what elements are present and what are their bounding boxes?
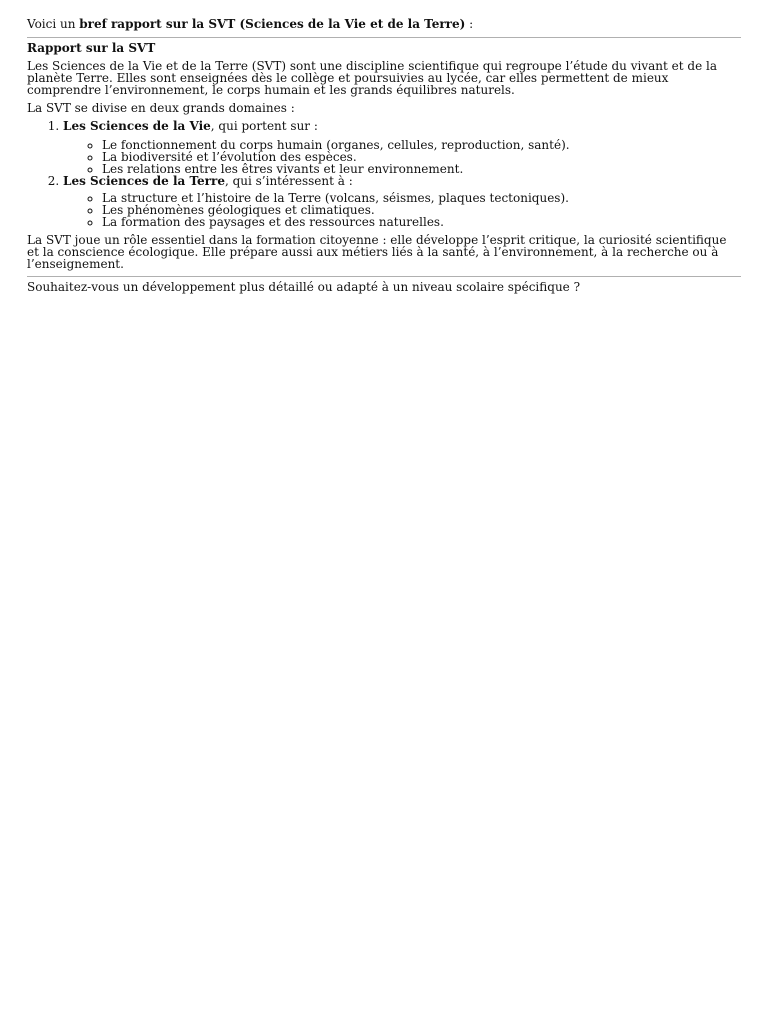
domain-heading xyxy=(63,120,318,132)
top-divider xyxy=(27,37,741,38)
list-item: ◦ La biodiversité et l’évolution des espèces. xyxy=(102,151,741,163)
intro-line xyxy=(27,18,741,30)
closing-paragraph: La SVT joue un rôle essentiel dans la formation citoyenne : elle développe l’esprit critique, la curiosité scientifique et la conscience écologique. Elle prépare aussi aux métiers liés à la santé, à l’environnement, à la recherche ou à l’enseignement. xyxy=(27,233,727,271)
report-title: Rapport sur la SVT xyxy=(27,41,156,55)
domains-list xyxy=(27,120,741,228)
list-item: ◦ Les phénomènes géologiques et climatiques. xyxy=(102,204,741,216)
domain-title: Les Sciences de la Vie xyxy=(63,119,211,133)
list-item: ◦ La structure et l’histoire de la Terre (volcans, séismes, plaques tectoniques). xyxy=(102,192,741,204)
domains-lead: La SVT se divise en deux grands domaines : xyxy=(27,101,295,115)
domain-rest: , qui s’intéressent à : xyxy=(224,174,353,188)
domain-item xyxy=(63,120,741,175)
domain-heading xyxy=(63,174,353,188)
intro-prefix: Voici un xyxy=(27,17,80,31)
bottom-divider xyxy=(27,276,741,277)
domain-sublist xyxy=(63,192,741,228)
domain-item xyxy=(63,175,741,228)
list-item: ◦ Les relations entre les êtres vivants et leur environnement. xyxy=(102,163,741,175)
domain-sublist xyxy=(63,139,741,175)
intro-suffix: : xyxy=(465,17,474,31)
domain-rest: , qui portent sur : xyxy=(210,119,318,133)
domain-title: Les Sciences de la Terre xyxy=(63,174,225,188)
list-item: ◦ Le fonctionnement du corps humain (organes, cellules, reproduction, santé). xyxy=(102,139,741,151)
list-item: ◦ La formation des paysages et des ressources naturelles. xyxy=(102,216,741,228)
intro-bold: bref rapport sur la SVT (Sciences de la Vie et de la Terre) xyxy=(79,17,466,31)
report-paragraph: Les Sciences de la Vie et de la Terre (SVT) sont une discipline scientifique qui regroupe l’étude du vivant et de la planète Terre. Elles sont enseignées dès le collège et poursuivies au lycée, car elles permettent de mieux comprendre l’environnement, le corps humain et les grands équilibres naturels. xyxy=(27,59,717,97)
follow-up-question: Souhaitez-vous un développement plus détaillé ou adapté à un niveau scolaire spécifique ? xyxy=(27,280,581,294)
